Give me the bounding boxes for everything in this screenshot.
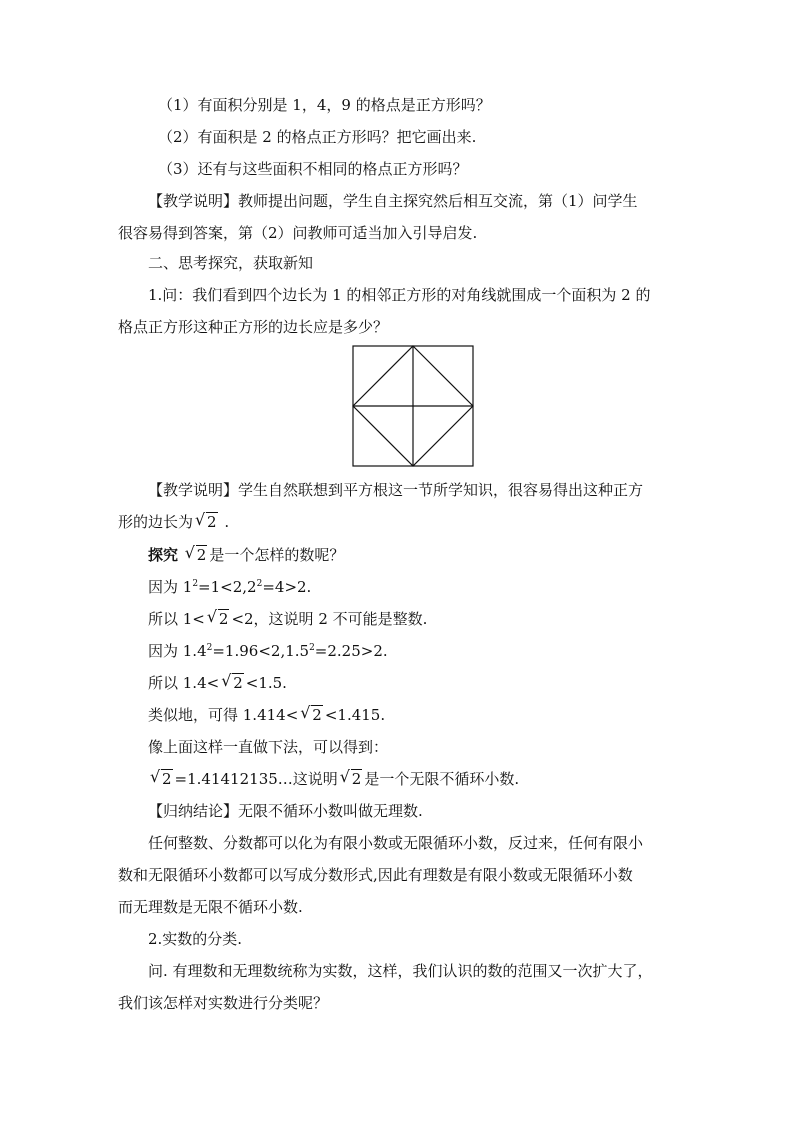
sqrt2: √ 2 [150,767,172,788]
problem-1-line-2: 格点正方形这种正方形的边长应是多少？ [118,318,389,336]
section-heading-real-numbers: 2.实数的分类. [148,930,243,948]
paragraph-line-3: 而无理数是无限不循环小数. [118,898,303,916]
sqrt2: √ 2 [184,543,207,564]
paragraph-line-1: 任何整数、分数都可以化为有限小数或无限循环小数，反过来，任何有限小 [148,834,644,852]
sqrt2: √ 2 [300,703,322,724]
continue-line: 像上面这样一直做下法，可以得到： [148,738,389,756]
sqrt2: √ 2 [206,607,229,628]
because-line-1: 因为 $1^2=1<2,2^2=4>2$. [148,578,312,596]
question-3: （3）还有与这些面积不相同的格点正方形吗？ [158,160,468,178]
result-line: √ 2 =1.41412135…这说明 √ 2 是一个无限不循环小数. [150,767,520,788]
sqrt2: √ 2 [221,671,243,692]
conclusion-line: 【归纳结论】无限不循环小数叫做无理数. [148,802,423,820]
similar-line: 类似地，可得 1.414< √ 2 <1.415. [148,703,386,724]
question-real-line-1: 问. 有理数和无理数统称为实数，这样，我们认识的数的范围又一次扩大了， [148,962,653,980]
sqrt2: √ 2 [195,510,217,531]
because-line-2: 因为 $1.4^2=1.96<2,1.5^2=2.25>2$. [148,642,388,660]
question-1: （1）有面积分别是 1，4，9 的格点是正方形吗？ [158,96,491,114]
question-real-line-2: 我们该怎样对实数进行分类呢？ [118,994,329,1012]
section-heading-explore: 二、思考探究，获取新知 [148,254,314,272]
problem-1-line-1: 1.问：我们看到四个边长为 1 的相邻正方形的对角线就围成一个面积为 2 的 [148,286,651,304]
explore-line: 探究 √ 2 是一个怎样的数呢？ [148,543,345,564]
so-line-1: 所以 1< √ 2 <2，这说明 2 不可能是整数. [148,607,428,628]
paragraph-line-2: 数和无限循环小数都可以写成分数形式,因此有理数是有限小数或无限循环小数 [118,866,633,884]
teaching-note-1-line-1: 【教学说明】教师提出问题，学生自主探究然后相互交流，第（1）问学生 [148,192,638,210]
question-2: （2）有面积是 2 的格点正方形吗？把它画出来. [158,128,477,146]
teaching-note-2-line-2: 形的边长为 √ 2 . [118,510,230,531]
teaching-note-1-line-2: 很容易得到答案，第（2）问教师可适当加入引导启发. [118,224,478,242]
so-line-2: 所以 1.4< √ 2 <1.5. [148,671,287,692]
grid-square-diagram [352,345,474,467]
sqrt2: √ 2 [339,767,362,788]
teaching-note-2-line-1: 【教学说明】学生自然联想到平方根这一节所学知识，很容易得出这种正方 [148,481,644,499]
